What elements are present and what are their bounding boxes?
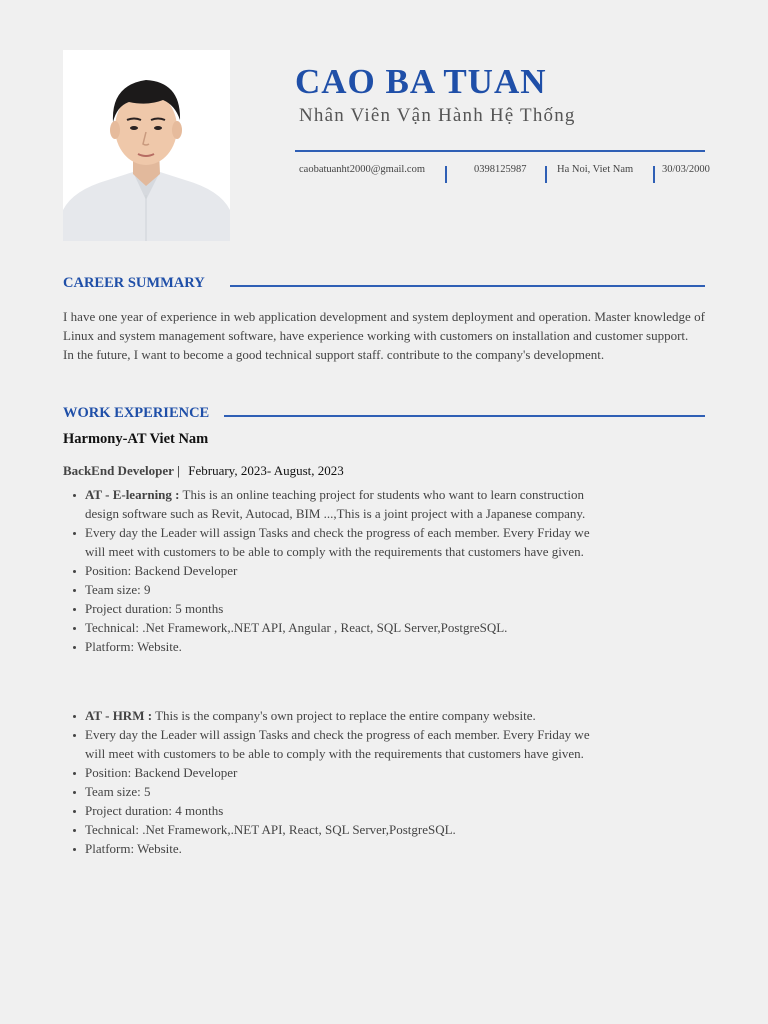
list-item: Every day the Leader will assign Tasks and check the progress of each member. Every Friday we will meet with customers to be able to comply with the requirements that customers have given. bbox=[63, 725, 608, 763]
role-separator: | bbox=[177, 463, 180, 478]
candidate-name: CAO BA TUAN bbox=[295, 62, 547, 101]
list-item: Position: Backend Developer bbox=[63, 561, 608, 580]
list-item: Position: Backend Developer bbox=[63, 763, 608, 782]
contact-separator bbox=[445, 166, 447, 183]
list-item bbox=[63, 706, 608, 725]
list-item: Team size: 9 bbox=[63, 580, 608, 599]
contact-separator bbox=[545, 166, 547, 183]
career-summary-text bbox=[63, 307, 705, 364]
project-list-hrm bbox=[63, 706, 608, 858]
list-item: Platform: Website. bbox=[63, 839, 608, 858]
project-name: AT - E-learning : bbox=[85, 487, 180, 502]
list-item: Every day the Leader will assign Tasks and check the progress of each member. Every Friday we will meet with customers to be able to comply with the requirements that customers have given. bbox=[63, 523, 608, 561]
contact-location: Ha Noi, Viet Nam bbox=[557, 164, 634, 175]
contact-birthdate: 30/03/2000 bbox=[662, 164, 710, 175]
list-item bbox=[63, 485, 608, 523]
section-title-career-summary: CAREER SUMMARY bbox=[63, 275, 205, 291]
company-name: Harmony-AT Viet Nam bbox=[63, 431, 209, 447]
project-description: This is the company's own project to replace the entire company website. bbox=[155, 708, 536, 723]
role-title: BackEnd Developer bbox=[63, 463, 174, 478]
contact-separator bbox=[653, 166, 655, 183]
section-divider bbox=[230, 285, 705, 287]
list-item: Platform: Website. bbox=[63, 637, 608, 656]
section-divider bbox=[224, 415, 705, 417]
header-divider bbox=[295, 150, 705, 152]
list-item: Project duration: 4 months bbox=[63, 801, 608, 820]
role-line bbox=[63, 463, 344, 479]
summary-paragraph: In the future, I want to become a good technical support staff. contribute to the company's development. bbox=[63, 347, 605, 362]
list-item: Technical: .Net Framework,.NET API, Angular , React, SQL Server,PostgreSQL. bbox=[63, 618, 608, 637]
role-dates: February, 2023- August, 2023 bbox=[188, 463, 344, 478]
project-name: AT - HRM : bbox=[85, 708, 153, 723]
list-item: Team size: 5 bbox=[63, 782, 608, 801]
contact-bar bbox=[295, 164, 715, 184]
contact-email: caobatuanht2000@gmail.com bbox=[299, 164, 426, 175]
project-list-e-learning bbox=[63, 485, 608, 656]
profile-photo bbox=[63, 50, 230, 241]
list-item: Technical: .Net Framework,.NET API, React, SQL Server,PostgreSQL. bbox=[63, 820, 608, 839]
list-item: Project duration: 5 months bbox=[63, 599, 608, 618]
contact-phone: 0398125987 bbox=[474, 164, 527, 175]
job-title: Nhân Viên Vận Hành Hệ Thống bbox=[299, 105, 576, 126]
project-description: This is an online teaching project for students who want to learn construction design software such as Revit, Autocad, BIM ...,This is a joint project with a Japanese company. bbox=[85, 487, 586, 521]
summary-paragraph: I have one year of experience in web application development and system deployment and operation. Master knowledge of Linux and system management software, have experience working with customers on installation and customer support. bbox=[63, 309, 705, 343]
section-title-work-experience: WORK EXPERIENCE bbox=[63, 405, 210, 421]
